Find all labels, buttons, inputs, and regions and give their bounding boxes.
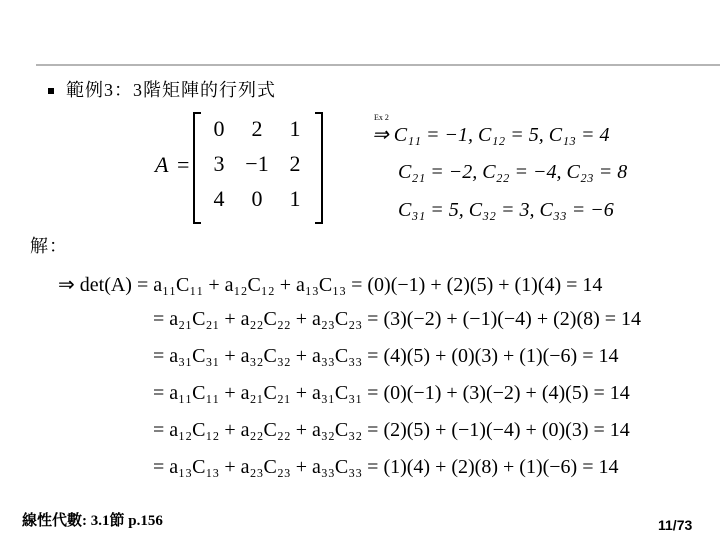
matrix-name: A [155, 152, 169, 177]
expansion-line: = a₂₁C₂₁ + a₂₂C₂₂ + a₂₃C₂₃ = (3)(−2) + (−1)(−4) + (2)(8) = 14 [153, 308, 642, 330]
expansion-line: = a₁₁C₁₁ + a₂₁C₂₁ + a₃₁C₃₁ = (0)(−1) + (3)(−2) + (4)(5) = 14 [153, 382, 630, 404]
expansion-line: ⇒ det(A) = a₁₁C₁₁ + a₁₂C₁₂ + a₁₃C₁₃ = (0)(−1) + (2)(5) + (1)(4) = 14 [58, 274, 603, 296]
page-number: 11/73 [658, 517, 693, 533]
source-reference: 線性代數: 3.1節 p.156 [22, 513, 163, 529]
matrix-cell: 0 [213, 116, 225, 141]
expansion-line: = a₁₂C₁₂ + a₂₂C₂₂ + a₃₂C₃₂ = (2)(5) + (−1)(−4) + (0)(3) = 14 [153, 419, 630, 441]
matrix-cell: 2 [251, 116, 263, 141]
matrix-cell: 1 [289, 186, 301, 211]
expansion-line: = a₃₁C₃₁ + a₃₂C₃₂ + a₃₃C₃₃ = (4)(5) + (0)(3) + (1)(−6) = 14 [153, 345, 619, 367]
matrix-cell: −1 [245, 151, 269, 176]
cofactor-line: C₂₁ = −2, C₂₂ = −4, C₂₃ = 8 [398, 161, 628, 183]
matrix-cell: 1 [289, 116, 301, 141]
matrix-equals: = [177, 152, 190, 177]
right-bracket [315, 112, 323, 224]
cofactor-line: ⇒ C₁₁ = −1, C₁₂ = 5, C₁₃ = 4 [372, 124, 610, 146]
matrix-cell: 4 [213, 186, 225, 211]
solution-label: 解： [30, 236, 68, 256]
matrix-a [193, 112, 323, 222]
matrix-cell: 3 [213, 151, 225, 176]
example-reference: Ex 2 [374, 113, 389, 122]
matrix-cell: 2 [289, 151, 301, 176]
cofactor-line: C₃₁ = 5, C₃₂ = 3, C₃₃ = −6 [398, 199, 614, 221]
bullet-icon [48, 88, 54, 94]
matrix-cell: 0 [251, 186, 263, 211]
slide-heading: 範例3：3階矩陣的行列式 [66, 80, 276, 100]
header-rule [36, 64, 720, 66]
expansion-line: = a₁₃C₁₃ + a₂₃C₂₃ + a₃₃C₃₃ = (1)(4) + (2)(8) + (1)(−6) = 14 [153, 456, 619, 478]
